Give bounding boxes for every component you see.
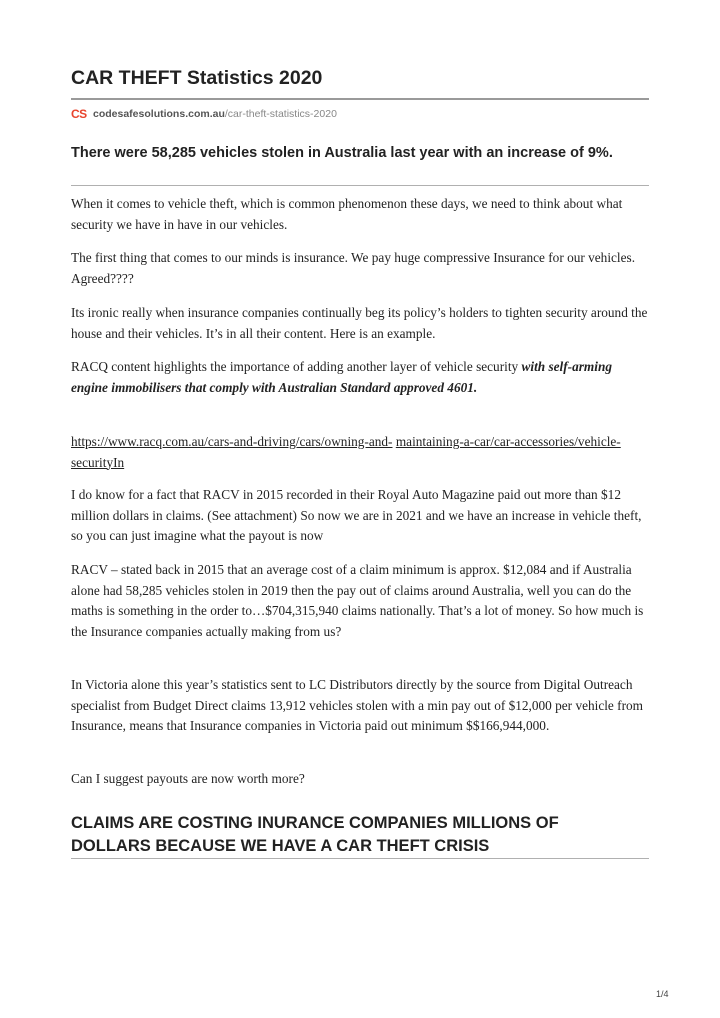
paragraph-1: When it comes to vehicle theft, which is common phenomenon these days, we need to think about what security we have in have in our vehicles.: [71, 196, 623, 232]
paragraph-8: Can I suggest payouts are now worth more?: [71, 771, 305, 786]
racq-link-paragraph: [71, 432, 651, 473]
source-line: [71, 106, 337, 122]
page-title: CAR THEFT Statistics 2020: [71, 67, 323, 89]
racq-link-part-2[interactable]: maintaining-a-car/car-accessories/vehicle-securityIn: [71, 434, 621, 470]
source-path[interactable]: /car-theft-statistics-2020: [224, 108, 337, 120]
source-domain[interactable]: codesafesolutions.com.au: [93, 108, 225, 120]
section-divider: [71, 858, 649, 859]
paragraph-5: I do know for a fact that RACV in 2015 recorded in their Royal Auto Magazine paid out more than $12 million dollars in claims. (See attachment) So now we are in 2021 and we have an increase in vehicle theft, so you can just imagine what the payout is now: [71, 487, 642, 543]
paragraph-2: The first thing that comes to our minds is insurance. We pay huge compressive Insurance for our vehicles. Agreed????: [71, 250, 636, 286]
subtitle-divider: [71, 185, 649, 186]
page-number: 1/4: [656, 989, 669, 999]
paragraph-4-text: RACQ content highlights the importance of adding another layer of vehicle security: [71, 359, 522, 374]
title-divider: [71, 98, 649, 100]
paragraph-6: RACV – stated back in 2015 that an average cost of a claim minimum is approx. $12,084 and if Australia alone had 58,285 vehicles stolen in 2019 then the pay out of claims around Australia, well you can do the maths is something in the order to…$704,315,940 claims nationally. That’s a lot of money. So how much is the Insurance companies actually making from us?: [71, 562, 644, 639]
section-heading: CLAIMS ARE COSTING INURANCE COMPANIES MILLIONS OF DOLLARS BECAUSE WE HAVE A CAR THEFT CRISIS: [71, 814, 559, 855]
paragraph-4-emphasis: with self-arming engine immobilisers that comply with Australian Standard approved 4601.: [71, 359, 613, 395]
paragraph-7: In Victoria alone this year’s statistics sent to LC Distributors directly by the source from Digital Outreach specialist from Budget Direct claims 13,912 vehicles stolen with a min pay out of $12,000 per vehicle from Insurance, means that Insurance companies in Victoria paid out minimum $$166,944,000.: [71, 677, 643, 733]
paragraph-4: [71, 357, 651, 398]
cs-logo-icon: CS: [71, 107, 87, 121]
paragraph-3: Its ironic really when insurance companies continually beg its policy’s holders to tighten security around the house and their vehicles. It’s in all their content. Here is an example.: [71, 305, 648, 341]
racq-link-part-1[interactable]: https://www.racq.com.au/cars-and-driving/cars/owning-and-: [71, 434, 393, 449]
article-subtitle: There were 58,285 vehicles stolen in Australia last year with an increase of 9%.: [71, 145, 613, 161]
